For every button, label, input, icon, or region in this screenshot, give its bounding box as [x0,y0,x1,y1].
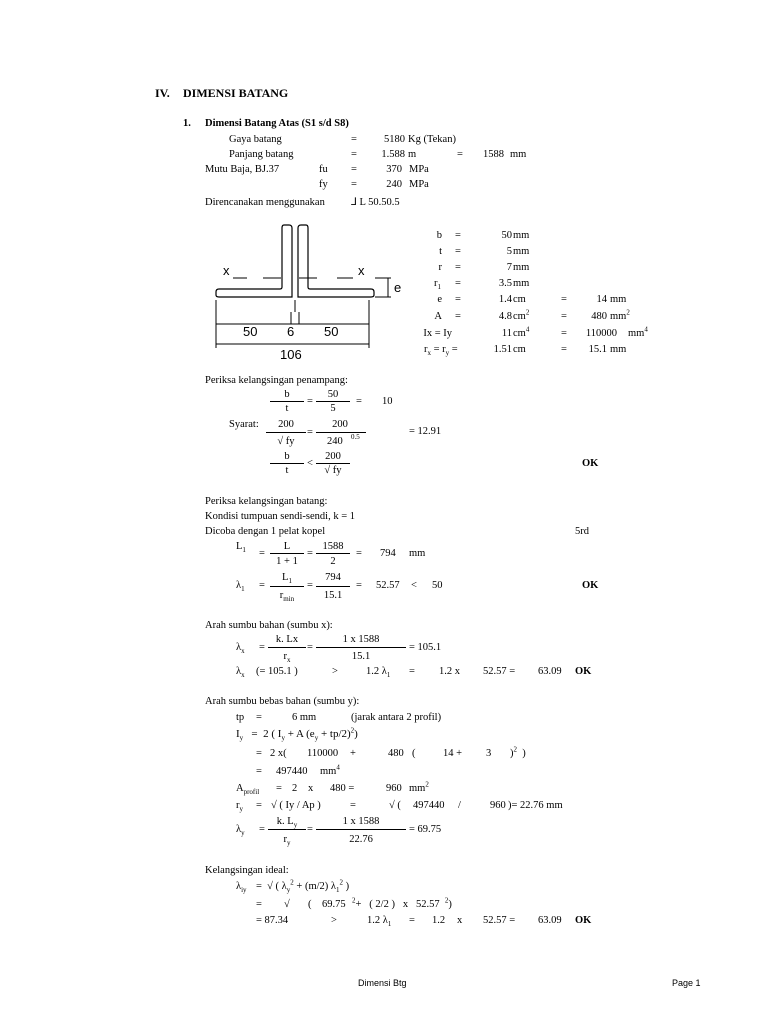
less-than: < [411,580,417,591]
figure-x-right-label: x [358,263,365,278]
given-label-length: Panjang batang [229,149,294,160]
eq: = [351,149,357,160]
eq: = [455,278,461,289]
symbol-L1: $L_1$ [236,541,246,555]
eq: = [561,328,567,339]
frac-num-kly: k. $L_y$ [276,816,298,830]
ap-value: 960 [490,800,506,811]
figure-width-left: 50 [243,324,258,339]
eq: = [351,164,357,175]
prop-unit: cm [513,294,526,305]
check1-title: Periksa kelangsingan penampang: [205,375,348,386]
prop-value: 3.5 [498,278,512,289]
eq: = [455,246,461,257]
frac-den: t [285,465,289,476]
result: 52.57 [376,580,400,591]
frac-den: 5 [330,403,336,414]
fraction-line [270,586,304,587]
frac-num: 1 x 1588 [342,816,380,827]
result: = 69.75 [409,824,442,835]
result: = 12.91 [409,426,442,437]
fy-unit: MPa [409,179,429,190]
tp-note: (jarak antara 2 profil) [351,712,442,723]
subsection-title: Dimensi Batang Atas (S1 s/d S8) [205,118,349,129]
figure-e-label: e [394,280,402,295]
close-paren-squared: )$^2$ ) [510,745,526,759]
given-value-length: 1.588 [381,149,405,160]
compare-rhs: 1.2 $\lambda_1$ [366,666,391,680]
eq: = [455,311,461,322]
prop-value: 7 [506,262,512,273]
result: = 105.1 [409,642,442,653]
frac-num: 1588 [322,541,344,552]
frac-den: 1 + 1 [276,556,298,567]
frac-num: 200 [278,419,294,430]
frac-den: 22.76 [349,834,373,845]
fraction-line [268,647,306,648]
eq: = [307,824,313,835]
unit-mm2: $mm^2$ [409,780,429,794]
frac-num: L [283,541,291,552]
prop-unit: mm [513,230,530,241]
fraction-line [316,586,350,587]
prop-symbol: e [437,294,442,305]
prop-value: 1.4 [498,294,512,305]
symbol-lambda-x: $\lambda_x$ [236,642,245,656]
plan-label: Direncanakan menggunakan [205,197,325,208]
fraction-line [268,829,306,830]
given-value-length-mm: 1588 [483,149,504,160]
section-title: DIMENSI BATANG [183,86,289,100]
ap-result: 960 [386,783,402,794]
prop-unit: mm [513,262,530,273]
value: 52.57 = [483,915,516,926]
eq: = [561,311,567,322]
prop-value-2: 110000 [585,328,617,339]
prop-unit-mm4: $mm^4$ [628,325,648,339]
fy-symbol: fy [319,179,328,190]
prop-unit-2: mm [610,294,627,305]
section-number: IV. [155,86,170,100]
tp-value: 6 mm [292,712,317,723]
sqrt: √ [284,899,290,910]
iy-factor: 2 x( [270,748,287,759]
prop-unit: cm [513,344,526,355]
frac-num: b [284,451,290,462]
iy-value: 110000 [307,748,339,759]
prop-symbol: r [438,262,442,273]
eq: = [307,642,313,653]
eq: = [307,580,313,591]
footer-sheet-name: Dimensi Btg [358,978,407,988]
eq: = [256,712,262,723]
factor: 1.2 x [439,666,460,677]
frac-den-ry: $r_y$ [283,834,291,848]
frac-num: 50 [327,389,339,400]
prop-value-2: 480 [591,311,607,322]
eq: = [409,666,415,677]
factor: 1.2 [432,915,446,926]
ok-label: OK [582,458,599,469]
greater-than: > [331,915,337,926]
prop-unit-mm2: $mm^2$ [610,308,630,322]
ok-label: OK [575,915,592,926]
tp-half: 3 [486,748,492,759]
prop-unit: mm [513,246,530,257]
eq: = [356,548,362,559]
eq: = [259,824,265,835]
ry-result: )= 22.76 mm [508,800,563,811]
ok-label: OK [575,666,592,677]
given-unit-length-mm: mm [510,149,527,160]
fraction-line [316,401,350,402]
prop-symbol: A [434,311,442,322]
area-value: 480 [388,748,404,759]
compare-rhs: 1.2 $\lambda_1$ [367,915,392,929]
subsection-number: 1. [183,118,191,129]
fraction-line [316,553,350,554]
double-angle-section-figure [205,220,405,365]
iy-result: 497440 [276,766,308,777]
left-angle-profile [216,225,292,297]
eq: = [256,899,262,910]
figure-gap: 6 [287,324,295,339]
fraction-line [266,432,306,433]
eq: = [259,548,265,559]
check2-note: 5rd [575,526,589,537]
prop-unit: mm [513,278,530,289]
result: 63.09 [538,915,562,926]
limit: 50 [432,580,443,591]
eq: = [409,915,415,926]
prop-value: 11 [501,328,512,339]
fraction-line [316,647,406,648]
ry-formula: √ ( Iy / Ap ) [271,800,321,811]
symbol-lambda-x-2: $\lambda_x$ [236,666,245,680]
prop-value: 50 [501,230,512,241]
figure-x-left-label: x [223,263,230,278]
frac-num: b [284,389,290,400]
eq: = [276,783,282,794]
prop-unit-2: mm [610,344,627,355]
ideal-result: = 87.34 [256,915,289,926]
fy-value: 240 [386,179,402,190]
eq: = [307,396,313,407]
frac-den: 15.1 [351,651,371,662]
symbol-lambda-iy: $\lambda_{iy}$ [236,881,247,895]
eq: = [307,548,313,559]
prop-value: 4.8 [498,311,512,322]
given-unit-length: m [408,149,417,160]
eq: = [256,766,262,777]
ok-label: OK [582,580,599,591]
eq: = [455,294,461,305]
given-label-force: Gaya batang [229,134,282,145]
exponent: 0.5 [351,433,360,441]
check2-title: Periksa kelangsingan batang: [205,496,328,507]
eq: = [455,230,461,241]
frac-den-rx: $r_x$ [283,651,291,665]
fraction-line [316,829,406,830]
check3-title: Arah sumbu bahan (sumbu x): [205,620,333,631]
prop-value-2: 14 [596,294,607,305]
frac-den: √ fy [277,436,295,447]
eq: = [259,580,265,591]
prop-symbol: Ix = Iy [423,328,452,339]
frac-num: k. Lx [275,634,299,645]
frac-den: √ fy [324,465,342,476]
eq: = [307,427,313,438]
iy-formula: $I_y = 2$ ( $I_y + A$ $(e_y + tp/2)^2$) [236,726,358,743]
tp-symbol: tp [236,712,245,723]
symbol-ry: $r_y$ [236,800,243,814]
prop-unit-cm2: $cm^2$ [513,308,530,322]
frac-num-L1: $L_1$ [282,572,292,586]
sqrt: √ ( [389,800,401,811]
given-value-force: 5180 [384,134,405,145]
frac-num: 200 [325,451,341,462]
times: x [308,783,314,794]
plan-profile: ⅃ L 50.50.5 [351,197,400,208]
ap-factor: 2 [292,783,298,794]
greater-than: > [332,666,338,677]
prop-symbol: b [436,230,442,241]
eq: = [455,262,461,273]
frac-den: 2 [330,556,336,567]
ideal-expression: $^2$+ ( 2/2 ) x 52.57 $^2$) [352,896,452,910]
symbol-lambda-y: $\lambda_y$ [236,824,245,838]
result: 63.09 [538,666,562,677]
prop-value-2: 15.1 [588,344,607,355]
times: x [457,915,463,926]
prop-symbol: t [439,246,442,257]
paren: ( [412,748,416,759]
unit-mm4: $mm^4$ [320,763,340,777]
given-unit-force: Kg (Tekan) [408,134,456,145]
prop-symbol-r1: $r_1$ [434,278,441,292]
prop-symbol-rx-ry: $r_x = r_y$ = [424,344,458,358]
iy-value: 497440 [413,800,445,811]
result: 794 [380,548,396,559]
fraction-line [270,553,304,554]
frac-den: 240 [327,436,343,447]
check2-condition: Kondisi tumpuan sendi-sendi, k = 1 [205,511,355,522]
ey-value: 14 + [443,748,463,759]
syarat-label: Syarat: [229,419,259,430]
eq: = [256,800,262,811]
frac-den: 15.1 [323,590,343,601]
fu-unit: MPa [409,164,429,175]
eq: = [256,748,262,759]
figure-total-width: 106 [280,347,302,362]
eq: = [259,642,265,653]
symbol-aprofil: $A_{profil}$ [236,783,260,797]
eq: = [561,344,567,355]
eq: = [561,294,567,305]
eq: = [351,179,357,190]
ap-area: 480 = [330,783,355,794]
mutu-label: Mutu Baja, BJ.37 [205,164,280,175]
eq: = [356,396,362,407]
footer-page-number: Page 1 [672,978,701,988]
check4-title: Arah sumbu bebas bahan (sumbu y): [205,696,360,707]
fu-symbol: fu [319,164,328,175]
eq: = [350,800,356,811]
prop-value: 1.51 [493,344,512,355]
result: 10 [382,396,393,407]
ideal-formula: = √ ( $\lambda_y^2 + (m/2)$ $\lambda_1^2$ ) [256,878,350,895]
frac-num: 1 x 1588 [342,634,380,645]
value: 52.57 = [483,666,516,677]
plus: + [350,748,356,759]
eq: = [351,134,357,145]
figure-width-right: 50 [324,324,339,339]
eq: = [356,580,362,591]
unit: mm [409,548,426,559]
compare-lhs: (= 105.1 ) [256,666,298,677]
prop-value: 5 [506,246,512,257]
eq: = [457,149,463,160]
less-than: < [307,458,313,469]
check2-trial: Dicoba dengan 1 pelat kopel [205,526,326,537]
fu-value: 370 [386,164,402,175]
frac-num: 200 [332,419,348,430]
right-angle-profile [298,225,374,297]
frac-den-rmin: $r_{min}$ [279,590,295,604]
frac-num: 794 [325,572,341,583]
symbol-lambda1: $\lambda_1$ [236,580,245,594]
fraction-line [270,463,304,464]
prop-unit-cm4: $cm^4$ [513,325,530,339]
open-paren: ( [308,899,312,910]
check5-title: Kelangsingan ideal: [205,865,289,876]
fraction-line [316,463,350,464]
frac-den: t [285,403,289,414]
fraction-line [270,401,304,402]
lambda-y-value: 69.75 [322,899,346,910]
divide: / [458,800,461,811]
